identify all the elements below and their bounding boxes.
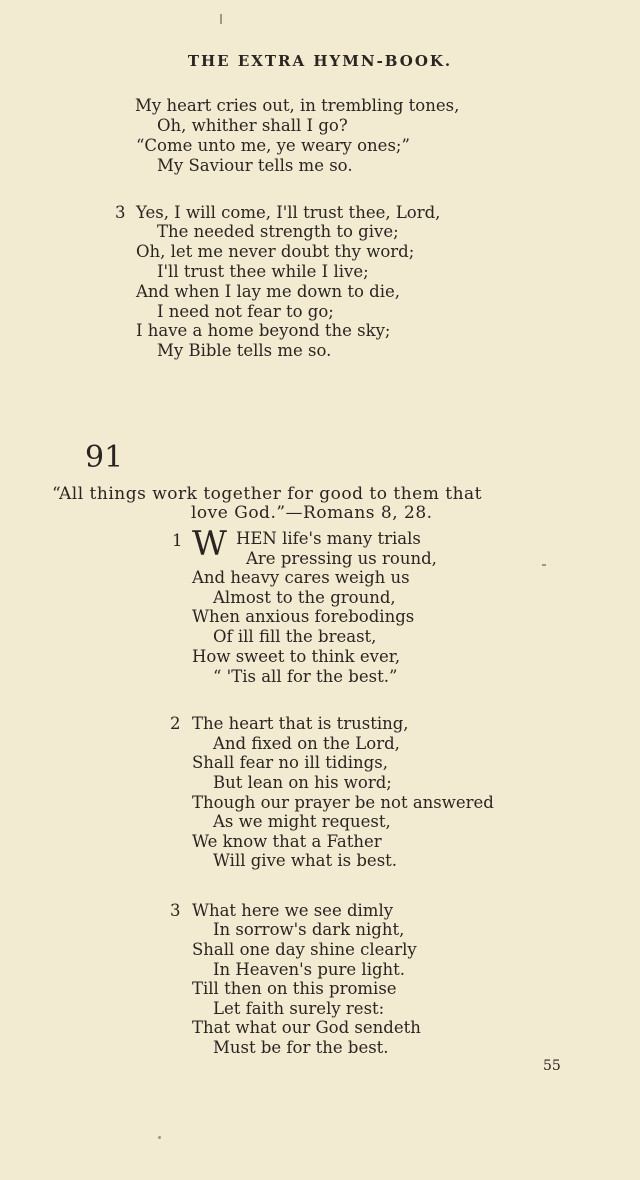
verse-line: When anxious forebodings xyxy=(192,607,415,626)
page-number: 55 xyxy=(543,1058,561,1074)
verse-line: Oh, let me never doubt thy word; xyxy=(136,242,415,261)
verse-line: But lean on his word; xyxy=(213,773,392,792)
stanza-number: 3 xyxy=(115,203,126,222)
verse-line: The heart that is trusting, xyxy=(192,714,409,733)
print-speck xyxy=(220,14,222,24)
verse-line: The needed strength to give; xyxy=(157,222,399,241)
verse-line: My Saviour tells me so. xyxy=(157,156,353,175)
verse-line: “Come unto me, ye weary ones;” xyxy=(136,136,410,155)
verse-line: We know that a Father xyxy=(192,832,382,851)
verse-line: Though our prayer be not answered xyxy=(192,793,494,812)
verse-line: Must be for the best. xyxy=(213,1038,389,1057)
verse-line: As we might request, xyxy=(213,812,391,831)
print-speck xyxy=(158,1136,161,1139)
verse-line: I have a home beyond the sky; xyxy=(136,321,391,340)
verse-line: I'll trust thee while I live; xyxy=(157,262,369,281)
verse-line: In sorrow's dark night, xyxy=(213,920,405,939)
verse-line: Almost to the ground, xyxy=(213,588,396,607)
verse-line: And when I lay me down to die, xyxy=(136,282,400,301)
verse-line: Shall one day shine clearly xyxy=(192,940,417,959)
stanza-number: 1 xyxy=(172,531,183,550)
stanza-number: 2 xyxy=(170,714,181,733)
verse-line: And heavy cares weigh us xyxy=(192,568,410,587)
verse-line: Till then on this promise xyxy=(192,979,397,998)
verse-line: Oh, whither shall I go? xyxy=(157,116,348,135)
verse-line: Shall fear no ill tidings, xyxy=(192,753,388,772)
verse-line: How sweet to think ever, xyxy=(192,647,401,666)
hymn-number: 91 xyxy=(85,440,124,475)
verse-line: I need not fear to go; xyxy=(157,302,334,321)
verse-line: Yes, I will come, I'll trust thee, Lord, xyxy=(136,203,441,222)
verse-line: In Heaven's pure light. xyxy=(213,960,406,979)
verse-line: And fixed on the Lord, xyxy=(213,734,400,753)
running-header: THE EXTRA HYMN-BOOK. xyxy=(187,52,453,70)
verse-line: “ 'Tis all for the best.” xyxy=(213,667,398,686)
stanza-number: 3 xyxy=(170,901,181,920)
drop-cap: W xyxy=(192,524,227,564)
verse-line: My Bible tells me so. xyxy=(157,341,332,360)
epigraph: “All things work together for good to them that xyxy=(52,484,483,504)
epigraph: love God.”—Romans 8, 28. xyxy=(191,503,433,523)
verse-line: My heart cries out, in trembling tones, xyxy=(135,96,460,115)
verse-line: That what our God sendeth xyxy=(192,1018,421,1037)
verse-line: What here we see dimly xyxy=(192,901,394,920)
verse-line: Are pressing us round, xyxy=(246,549,437,568)
verse-line: Of ill fill the breast, xyxy=(213,627,377,646)
verse-line: Will give what is best. xyxy=(213,851,398,870)
verse-line: Let faith surely rest: xyxy=(213,999,385,1018)
verse-line: HEN life's many trials xyxy=(236,529,421,548)
print-speck xyxy=(542,564,546,566)
